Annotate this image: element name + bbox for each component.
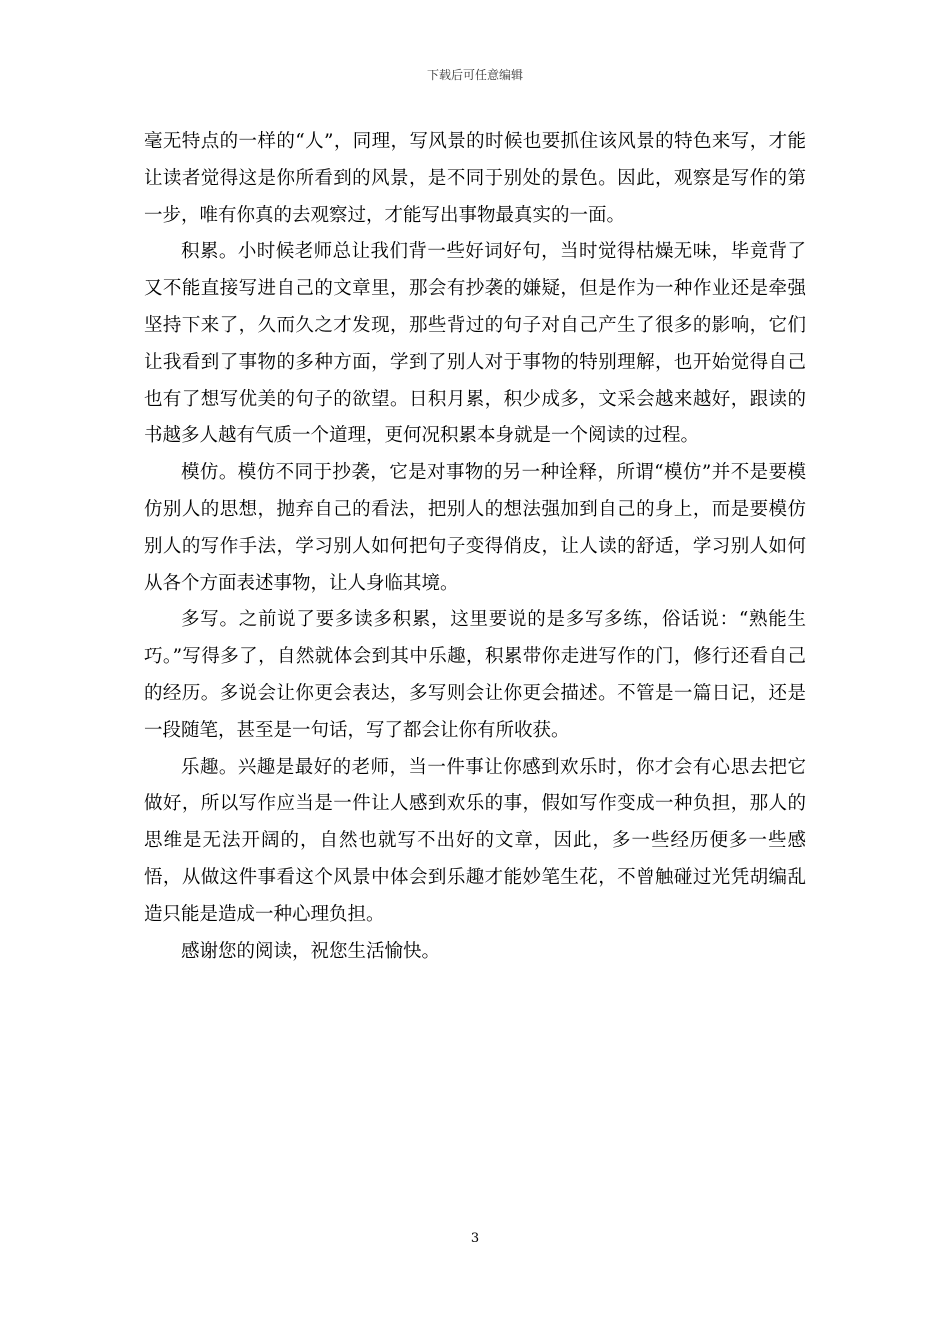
paragraph-imitation: 模仿。模仿不同于抄袭，它是对事物的另一种诠释，所谓“模仿”并不是要模仿别人的思想，抛弃自己的看法，把别人的想法强加到自己的身上，而是要模仿别人的写作手法，学习别人如何把句子变得俏皮，让人读的舒适，学习别人如何从各个方面表述事物，让人身临其境。 (144, 462, 806, 594)
page-number: 3 (470, 1231, 480, 1246)
paragraph-accumulation: 积累。小时候老师总让我们背一些好词好句，当时觉得枯燥无味，毕竟背了又不能直接写进自己的文章里，那会有抄袭的嫌疑，但是作为一种作业还是牵强坚持下来了，久而久之才发现，那些背过的句子对自己产生了很多的影响，它们让我看到了事物的多种方面，学到了别人对于事物的特别理解，也开始觉得自己也有了想写优美的句子的欲望。日积月累，积少成多，文采会越来越好，跟读的书越多人越有气质一个道理，更何况积累本身就是一个阅读的过程。 (144, 241, 806, 447)
page-header: 下载后可任意编辑 (426, 68, 523, 82)
paragraph-write-more: 多写。之前说了要多读多积累，这里要说的是多写多练，俗话说：“熟能生巧。”写得多了，自然就体会到其中乐趣，积累带你走进写作的门，修行还看自己的经历。多说会让你更会表达，多写则会让你更会描述。不管是一篇日记，还是一段随笔，甚至是一句话，写了都会让你有所收获。 (144, 609, 806, 741)
paragraph-continued: 毫无特点的一样的“人”，同理，写风景的时候也要抓住该风景的特色来写，才能让读者觉得这是你所看到的风景，是不同于别处的景色。因此，观察是写作的第一步，唯有你真的去观察过，才能写出事物最真实的一面。 (144, 131, 806, 226)
paragraph-enjoyment: 乐趣。兴趣是最好的老师，当一件事让你感到欢乐时，你才会有心思去把它做好，所以写作应当是一件让人感到欢乐的事，假如写作变成一种负担，那人的思维是无法开阔的，自然也就写不出好的文章，因此，多一些经历便多一些感悟，从做这件事看这个风景中体会到乐趣才能妙笔生花，不曾触碰过光凭胡编乱造只能是造成一种心理负担。 (144, 756, 806, 925)
paragraph-closing: 感谢您的阅读，祝您生活愉快。 (181, 940, 441, 962)
document-body (144, 124, 806, 970)
